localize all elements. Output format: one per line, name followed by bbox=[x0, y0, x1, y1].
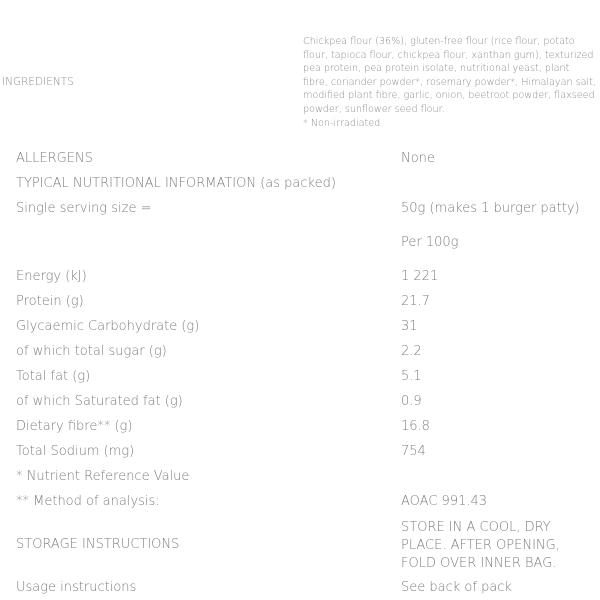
serving-size-value: 50g (makes 1 burger patty) bbox=[401, 201, 580, 216]
nutrient-label-carbohydrate: Glycaemic Carbohydrate (g) bbox=[16, 319, 200, 334]
ingredients-label: INGREDIENTS bbox=[2, 76, 74, 88]
nutrient-label-dietary-fibre: Dietary fibre** (g) bbox=[16, 419, 133, 434]
nutrient-value-saturated-fat: 0.9 bbox=[401, 394, 422, 409]
ingredients-note: * Non-irradiated bbox=[303, 117, 381, 129]
nutrient-label-protein: Protein (g) bbox=[16, 294, 84, 309]
method-value: AOAC 991.43 bbox=[401, 494, 488, 509]
typical-nutrition-heading: TYPICAL NUTRITIONAL INFORMATION (as packed) bbox=[16, 176, 336, 191]
method-label: ** Method of analysis: bbox=[16, 494, 160, 509]
nutrient-value-total-fat: 5.1 bbox=[401, 369, 422, 384]
per-100g-header: Per 100g bbox=[401, 235, 459, 250]
storage-value: STORE IN A COOL, DRY PLACE. AFTER OPENING, FOLD OVER INNER BAG. bbox=[401, 520, 560, 571]
nutrient-value-carbohydrate: 31 bbox=[401, 319, 418, 334]
allergens-value: None bbox=[401, 151, 435, 166]
nutrient-label-total-fat: Total fat (g) bbox=[16, 369, 91, 384]
ingredients-list: Chickpea flour (36%), gluten-free flour (rice flour, potato flour, tapioca flour, chickpea flour, xanthan gum), texturized pea protein, pea protein isolate, nutritional yeast, plant fibre, coriander powder*, rosemary powder*, Himalayan salt, modified plant fibre, garlic, onion, beetroot powder, flaxseed powder, sunflower seed flour. bbox=[303, 36, 596, 115]
nutrient-value-sugar: 2.2 bbox=[401, 344, 422, 359]
storage-label: STORAGE INSTRUCTIONS bbox=[16, 537, 180, 552]
nutrient-value-sodium: 754 bbox=[401, 444, 426, 459]
nutrient-label-sodium: Total Sodium (mg) bbox=[16, 444, 135, 459]
nutrient-value-energy: 1 221 bbox=[401, 269, 439, 284]
serving-size-label: Single serving size = bbox=[16, 201, 152, 216]
ingredients-text bbox=[303, 35, 597, 130]
nutrient-label-saturated-fat: of which Saturated fat (g) bbox=[16, 394, 183, 409]
nrv-note: * Nutrient Reference Value bbox=[16, 469, 190, 484]
nutrient-value-dietary-fibre: 16.8 bbox=[401, 419, 430, 434]
usage-value: See back of pack bbox=[401, 580, 512, 595]
nutrient-label-energy: Energy (kJ) bbox=[16, 269, 87, 284]
nutrient-value-protein: 21.7 bbox=[401, 294, 430, 309]
usage-label: Usage instructions bbox=[16, 580, 137, 595]
nutrient-label-sugar: of which total sugar (g) bbox=[16, 344, 167, 359]
allergens-label: ALLERGENS bbox=[16, 151, 93, 166]
